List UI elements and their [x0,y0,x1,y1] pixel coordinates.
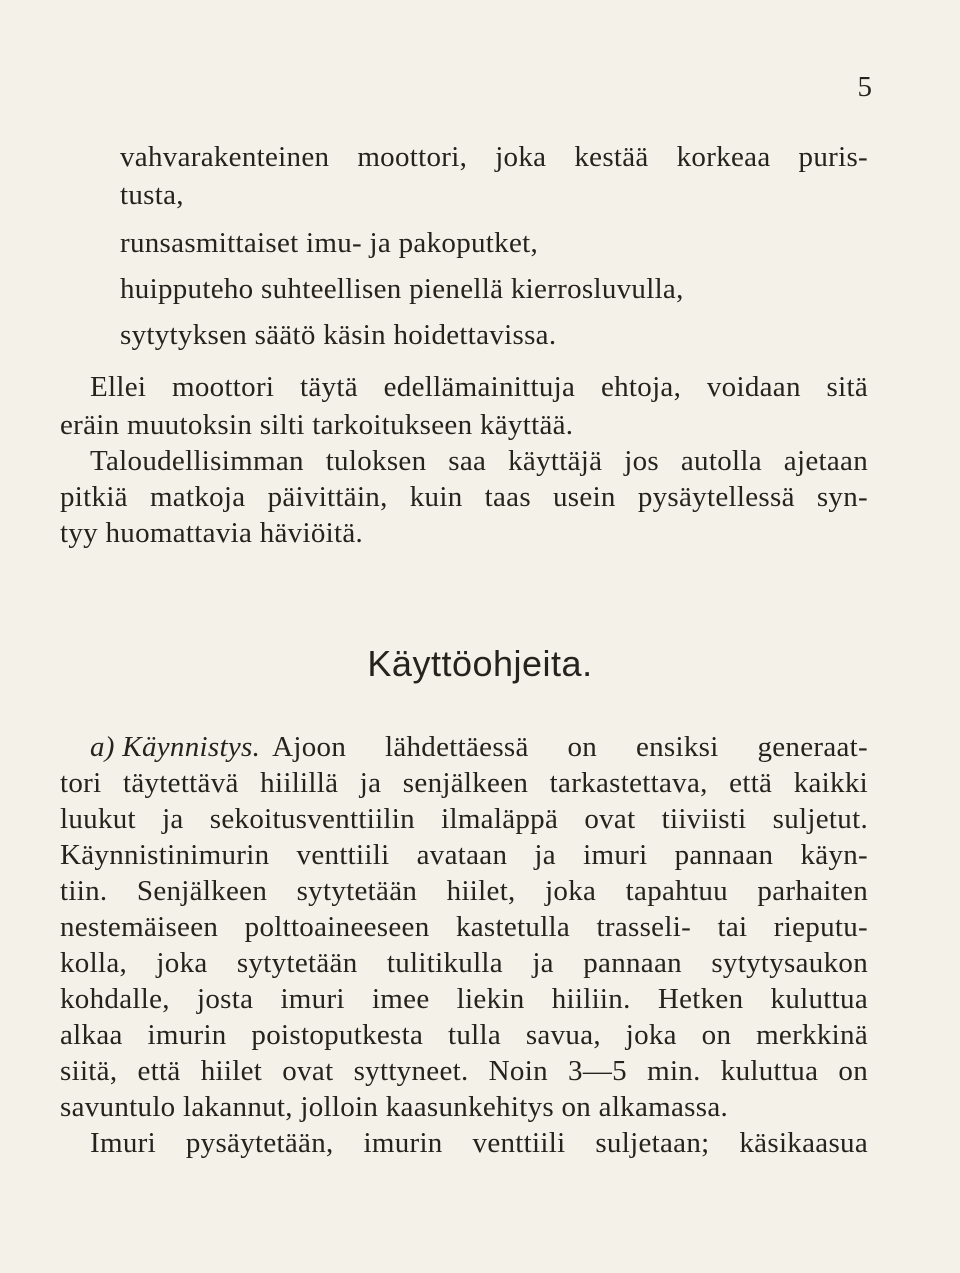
text-line: kohdalle, josta imuri imee liekin hiiliin. Hetken kuluttua [60,983,868,1015]
text-line: tiin. Senjälkeen sytytetään hiilet, joka tapahtuu parhaiten [60,875,868,907]
text-line: Ajoon lähdettäessä on ensiksi generaat- [272,731,868,763]
text-line: tyy huomattavia häviöitä. [60,517,364,549]
text-line: tusta, [120,179,184,211]
section-heading: Käyttöohjeita. [367,643,593,684]
text-line: luukut ja sekoitusventtiilin ilmaläppä ovat tiiviisti suljetut. [60,803,868,835]
page-number: 5 [857,71,872,103]
text-line: Ellei moottori täytä edellämainittuja ehtoja, voidaan sitä [90,371,868,403]
text-line: savuntulo lakannut, jolloin kaasunkehitys on alkamassa. [60,1091,729,1123]
text-line: alkaa imurin poistoputkesta tulla savua, joka on merkkinä [60,1019,868,1051]
section-first-line [90,728,868,766]
text-line: sytytyksen säätö käsin hoidettavissa. [120,319,557,351]
text-line: nestemäiseen polttoaineeseen kastetulla trasseli- tai rieputu- [60,911,868,943]
text-line: kolla, joka sytytetään tulitikulla ja pannaan sytytysaukon [60,947,868,979]
text-line: pitkiä matkoja päivittäin, kuin taas usein pysäytellessä syn- [60,481,868,513]
text-line: vahvarakenteinen moottori, joka kestää korkeaa puris- [120,141,868,173]
text-line: Käynnistinimurin venttiili avataan ja imuri pannaan käyn- [60,839,868,871]
section-label: a) Käynnistys. [90,731,261,763]
text-line: huipputeho suhteellisen pienellä kierrosluvulla, [120,273,684,305]
text-line: runsasmittaiset imu- ja pakoputket, [120,227,539,259]
text-line: eräin muutoksin silti tarkoitukseen käyttää. [60,409,574,441]
text-line: Imuri pysäytetään, imurin venttiili suljetaan; käsikaasua [90,1127,868,1159]
text-line: Taloudellisimman tuloksen saa käyttäjä jos autolla ajetaan [90,445,868,477]
text-line: tori täytettävä hiilillä ja senjälkeen tarkastettava, että kaikki [60,767,868,799]
text-line: siitä, että hiilet ovat syttyneet. Noin 3—5 min. kuluttua on [60,1055,868,1087]
